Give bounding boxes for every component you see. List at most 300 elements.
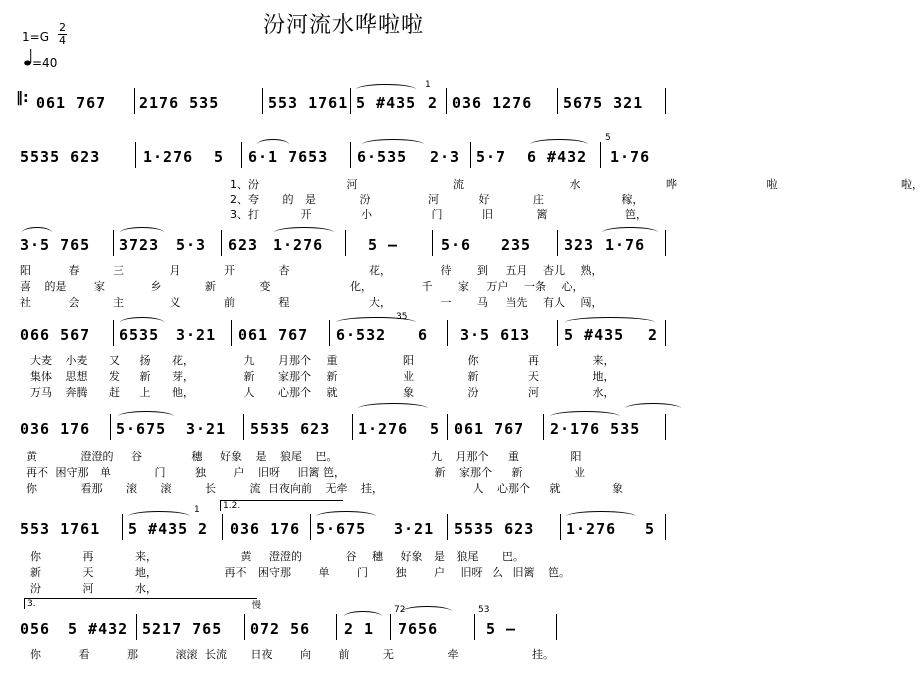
lyric-syllable: 滚 — [126, 482, 137, 495]
lyric-syllable: 啦 — [766, 178, 778, 191]
grace-note: 1 — [194, 505, 200, 515]
slur — [274, 227, 334, 238]
lyric-syllable: 黄 — [26, 450, 37, 463]
lyric-syllable: 心那个 — [278, 386, 311, 399]
bar-line — [329, 320, 330, 346]
measure: 5 — [214, 148, 225, 166]
measure: 5 — — [486, 620, 517, 638]
lyric-syllable: 喜 — [20, 280, 31, 293]
lyric-syllable: 汾 — [467, 386, 479, 399]
lyric-syllable: 无牵 — [325, 482, 348, 495]
bar-line — [352, 414, 353, 440]
measure: 066 567 — [20, 326, 91, 344]
measure: 5·675 — [316, 520, 367, 538]
lyric-syllable: 开 — [224, 264, 235, 277]
measure: 036 176 — [20, 420, 91, 438]
lyric-syllable: 3、打 — [230, 208, 259, 221]
lyric-syllable: 前 — [338, 648, 350, 661]
lyric-syllable: 滚 — [160, 482, 172, 495]
measure: 5535 623 — [250, 420, 331, 438]
bar-line — [557, 230, 558, 256]
measure: 553 1761 — [268, 94, 349, 112]
lyric-syllable: 门 — [431, 208, 443, 221]
lyric-syllable: 单 — [100, 466, 111, 479]
slur — [356, 84, 416, 95]
measure: 5535 623 — [454, 520, 535, 538]
lyric-syllable: 花， — [369, 264, 391, 277]
lyric-syllable: 独 — [395, 566, 407, 579]
measure: 2·3 — [430, 148, 461, 166]
lyric-syllable: 你 — [30, 550, 41, 563]
lyric-syllable: 河 — [346, 178, 358, 191]
lyric-syllable: 就 — [326, 386, 338, 399]
measure: 056 — [20, 620, 51, 638]
measure: 5 — [430, 420, 441, 438]
lyric-syllable: 业 — [574, 466, 585, 479]
lyric-syllable: 无 — [383, 648, 394, 661]
lyric-syllable: 新 — [139, 370, 151, 383]
lyric-verse-2 — [30, 368, 615, 384]
measure: 3·21 — [176, 326, 217, 344]
bar-line — [474, 614, 475, 640]
lyric-syllable: 就 — [549, 482, 561, 495]
lyric-syllable: 门 — [154, 466, 166, 479]
key-signature: 1=G — [22, 30, 49, 44]
lyric-syllable: 春 — [68, 264, 80, 277]
lyric-syllable: 新 — [30, 566, 41, 579]
lyric-syllable: 再 — [528, 354, 539, 367]
slur — [566, 511, 636, 522]
lyric-syllable: 汾 — [30, 582, 41, 595]
slur — [120, 317, 164, 328]
lyric-syllable: 旧篱 — [512, 566, 535, 579]
lyric-syllable: 再 — [82, 550, 94, 563]
lyric-syllable: 2、夸 — [230, 193, 259, 206]
bar-line — [665, 514, 666, 540]
slur — [118, 411, 174, 422]
lyric-syllable: 大麦 — [30, 354, 52, 367]
lyric-verse-1 — [26, 448, 582, 464]
lyric-syllable: 再不 — [26, 466, 48, 479]
lyric-syllable: 人 — [472, 482, 484, 495]
bar-line — [447, 320, 448, 346]
lyric-syllable: 穗 — [372, 550, 383, 563]
lyric-syllable: 困守那 — [258, 566, 291, 579]
lyric-verse-2 — [20, 278, 584, 294]
lyric-verse-3 — [26, 480, 623, 496]
lyric-syllable: 来， — [592, 354, 615, 367]
bar-line — [135, 142, 136, 168]
slur — [22, 227, 52, 238]
lyric-syllable: 你 — [30, 648, 41, 661]
measure: 6·1 7653 — [248, 148, 329, 166]
bar-line — [665, 230, 666, 256]
slur — [316, 511, 376, 522]
bar-line — [350, 88, 351, 114]
lyric-syllable: 开 — [300, 208, 312, 221]
bar-line — [600, 142, 601, 168]
lyric-syllable: 千 — [421, 280, 433, 293]
lyric-syllable: 谷 — [131, 450, 142, 463]
bar-line — [222, 514, 223, 540]
slur — [625, 403, 681, 414]
lyric-syllable: 笆， — [323, 466, 345, 479]
lyric-syllable: 谷 — [345, 550, 357, 563]
lyric-syllable: 门 — [357, 566, 368, 579]
lyric-syllable: 的是 — [44, 280, 67, 293]
lyric-syllable: 小麦 — [65, 354, 88, 367]
measure: 235 — [501, 236, 532, 254]
time-numerator: 2 — [59, 21, 66, 34]
lyric-syllable: 万户 — [486, 280, 509, 293]
measure: 3·5 765 — [20, 236, 91, 254]
lyric-syllable: 思想 — [65, 370, 88, 383]
lyric-syllable: 1、汾 — [230, 178, 259, 191]
measure: 2 — [648, 326, 659, 344]
lyric-syllable: 新 — [434, 466, 446, 479]
grace-note: 53 — [478, 605, 490, 615]
lyric-verse-2 — [230, 191, 644, 207]
bar-line — [560, 514, 561, 540]
measure: 623 — [228, 236, 259, 254]
lyric-syllable: 大， — [369, 296, 391, 309]
bar-line — [243, 414, 244, 440]
lyric-syllable: 户 — [434, 566, 445, 579]
measure: 553 1761 — [20, 520, 101, 538]
lyric-syllable: 新 — [467, 370, 479, 383]
lyric-syllable: 河 — [528, 386, 539, 399]
grace-note: 35 — [396, 312, 408, 322]
measure: 5 #435 — [356, 94, 417, 112]
lyric-verse-2 — [26, 464, 585, 480]
lyric-syllable: 芽， — [172, 370, 194, 383]
measure: 5 #432 — [68, 620, 129, 638]
lyric-syllable: 九 — [431, 450, 442, 463]
slur — [602, 227, 658, 238]
lyric-syllable: 月那个 — [455, 450, 489, 463]
bar-line — [432, 230, 433, 256]
bar-line — [447, 514, 448, 540]
lyric-verse-1 — [230, 176, 923, 192]
lyric-syllable: 狼尾 — [280, 450, 302, 463]
lyric-syllable: 九 — [243, 354, 255, 367]
lyric-syllable: 水， — [135, 582, 157, 595]
lyric-syllable: 河 — [82, 582, 94, 595]
lyric-syllable: 新 — [243, 370, 255, 383]
bar-line — [665, 88, 666, 114]
lyric-syllable: 日夜向前 — [268, 482, 312, 495]
lyric-syllable: 三 — [113, 264, 124, 277]
lyric-syllable: 庄 — [533, 193, 544, 206]
lyric-syllable: 马 — [477, 296, 488, 309]
measure: 2 — [428, 94, 439, 112]
measure: 5 — — [368, 236, 399, 254]
lyric-syllable: 待 — [440, 264, 452, 277]
lyric-syllable: 困守那 — [55, 466, 89, 479]
measure: 5·675 — [116, 420, 167, 438]
bar-line — [665, 414, 666, 440]
lyric-syllable: 五月 — [505, 264, 528, 277]
bar-line — [110, 414, 111, 440]
measure: 2 1 — [344, 620, 375, 638]
lyric-syllable: 业 — [403, 370, 414, 383]
lyric-syllable: 家那个 — [459, 466, 492, 479]
bar-line — [310, 514, 311, 540]
measure: 5·3 — [176, 236, 207, 254]
grace-note: 72 — [394, 605, 406, 615]
measure: 3·21 — [394, 520, 435, 538]
lyric-syllable: 巴。 — [315, 450, 338, 463]
lyric-syllable: 月 — [169, 264, 181, 277]
quarter-note-icon — [24, 48, 32, 66]
slur — [530, 139, 588, 150]
bar-line — [122, 514, 123, 540]
repeat-start-sign: ‖: — [16, 90, 29, 106]
bar-line — [231, 320, 232, 346]
lyric-syllable: 乡 — [150, 280, 162, 293]
lyric-syllable: 旧呀 — [258, 466, 280, 479]
measure: 2176 535 — [139, 94, 220, 112]
lyric-syllable: 流 — [453, 178, 464, 191]
lyric-verse-1 — [30, 646, 554, 662]
grace-note: 1 — [425, 80, 431, 90]
lyric-syllable: 重 — [326, 354, 338, 367]
lyric-syllable: 象 — [612, 482, 623, 495]
measure: 061 767 — [238, 326, 309, 344]
lyric-syllable: 的 — [282, 193, 294, 206]
lyric-syllable: 你 — [26, 482, 37, 495]
lyric-syllable: 挂， — [361, 482, 383, 495]
volta-bracket: 3. — [24, 598, 257, 609]
measure: 3·21 — [186, 420, 227, 438]
lyric-syllable: 一 — [440, 296, 452, 309]
measure: 1·76 — [610, 148, 651, 166]
lyric-syllable: 哗 — [666, 178, 677, 191]
lyric-syllable: 熟， — [580, 264, 603, 277]
lyric-verse-1 — [30, 352, 615, 368]
lyric-syllable: 新 — [511, 466, 523, 479]
lyric-syllable: 你 — [467, 354, 479, 367]
lyric-syllable: 是 — [434, 550, 445, 563]
lyric-syllable: 新 — [326, 370, 338, 383]
slur — [550, 411, 620, 422]
lyric-syllable: 义 — [169, 296, 181, 309]
volta-bracket: 1.2. — [220, 500, 343, 511]
measure: 6535 — [119, 326, 160, 344]
bar-line — [244, 614, 245, 640]
lyric-syllable: 好象 — [220, 450, 242, 463]
lyric-syllable: 月那个 — [278, 354, 311, 367]
measure: 323 — [564, 236, 595, 254]
measure: 061 767 — [36, 94, 107, 112]
measure: 1·76 — [605, 236, 646, 254]
measure: 5 #435 — [564, 326, 625, 344]
lyric-syllable: 重 — [508, 450, 519, 463]
lyric-syllable: 稼， — [621, 193, 644, 206]
lyric-syllable: 巴。 — [502, 550, 524, 563]
lyric-syllable: 看 — [78, 648, 90, 661]
slur — [565, 317, 655, 328]
lyric-syllable: 又 — [109, 354, 120, 367]
lyric-syllable: 主 — [113, 296, 124, 309]
measure: 3723 — [119, 236, 160, 254]
lyric-syllable: 啦， — [901, 178, 923, 191]
bar-line — [447, 414, 448, 440]
lyric-syllable: 户 — [233, 466, 245, 479]
bar-line — [665, 320, 666, 346]
bar-line — [136, 614, 137, 640]
lyric-syllable: 象 — [403, 386, 414, 399]
bar-line — [113, 320, 114, 346]
slur — [120, 227, 164, 238]
lyric-syllable: 阳 — [20, 264, 31, 277]
bar-line — [470, 142, 471, 168]
lyric-syllable: 家那个 — [278, 370, 311, 383]
measure: 6·535 — [357, 148, 408, 166]
lyric-syllable: 独 — [195, 466, 206, 479]
slur — [128, 511, 190, 522]
lyric-syllable: 家 — [94, 280, 105, 293]
lyric-syllable: 社 — [20, 296, 31, 309]
bar-line — [345, 230, 346, 256]
slur — [358, 403, 428, 414]
lyric-syllable: 化， — [350, 280, 372, 293]
measure: 5217 765 — [142, 620, 223, 638]
slur — [362, 139, 424, 150]
lyric-syllable: 花， — [172, 354, 194, 367]
measure: 2 — [198, 520, 209, 538]
bar-line — [350, 142, 351, 168]
measure: 072 56 — [250, 620, 311, 638]
tempo-mark: =40 — [32, 56, 58, 70]
lyric-syllable: 到 — [477, 264, 488, 277]
lyric-syllable: 牵 — [447, 648, 459, 661]
lyric-syllable: 当先 — [505, 296, 528, 309]
measure: 7656 — [398, 620, 439, 638]
lyric-syllable: 好象 — [400, 550, 423, 563]
lyric-syllable: 么 — [492, 566, 503, 579]
measure: 5·7 — [476, 148, 507, 166]
lyric-syllable: 他， — [172, 386, 194, 399]
lyric-syllable: 扬 — [139, 354, 151, 367]
lyric-syllable: 单 — [318, 566, 330, 579]
lyric-syllable: 上 — [139, 386, 151, 399]
lyric-syllable: 一条 — [524, 280, 546, 293]
measure: 5675 321 — [563, 94, 644, 112]
lyric-syllable: 来， — [135, 550, 157, 563]
bar-line — [543, 414, 544, 440]
slur — [336, 317, 416, 328]
slur — [257, 139, 289, 150]
time-denominator: 4 — [59, 34, 66, 47]
lyric-syllable: 流 — [249, 482, 261, 495]
bar-line — [556, 614, 557, 640]
measure: 036 176 — [230, 520, 301, 538]
bar-line — [557, 88, 558, 114]
grace-note: 5 — [605, 133, 611, 143]
lyric-syllable: 长流 — [205, 648, 227, 661]
lyric-syllable: 看那 — [80, 482, 103, 495]
lyric-syllable: 汾 — [359, 193, 371, 206]
lyric-syllable: 万马 — [30, 386, 52, 399]
lyric-syllable: 澄澄的 — [269, 550, 302, 563]
lyric-syllable: 会 — [68, 296, 80, 309]
lyric-syllable: 水 — [569, 178, 581, 191]
lyric-syllable: 穗 — [191, 450, 203, 463]
measure: 036 1276 — [452, 94, 533, 112]
bar-line — [241, 142, 242, 168]
lyric-syllable: 地， — [135, 566, 157, 579]
lyric-syllable: 滚滚 — [175, 648, 198, 661]
measure: 5·6 — [441, 236, 472, 254]
slur — [402, 606, 452, 617]
lyric-syllable: 闯， — [580, 296, 603, 309]
lyric-syllable: 旧呀 — [460, 566, 483, 579]
lyric-verse-1 — [30, 548, 524, 564]
lyric-syllable: 黄 — [240, 550, 252, 563]
measure: 1·276 — [143, 148, 194, 166]
lyric-syllable: 变 — [259, 280, 271, 293]
lyric-syllable: 向 — [300, 648, 311, 661]
lyric-verse-3 — [30, 384, 615, 400]
lyric-syllable: 长 — [205, 482, 216, 495]
lyric-syllable: 家 — [458, 280, 469, 293]
lyric-syllable: 发 — [109, 370, 120, 383]
lyric-syllable: 笆。 — [548, 566, 570, 579]
measure: 1·276 — [566, 520, 617, 538]
lyric-syllable: 是 — [305, 193, 316, 206]
lyric-syllable: 程 — [278, 296, 290, 309]
measure: 5 #435 — [128, 520, 189, 538]
lyric-syllable: 阳 — [570, 450, 582, 463]
lyric-syllable: 澄澄的 — [80, 450, 114, 463]
lyric-syllable: 笆， — [625, 208, 647, 221]
measure: 061 767 — [454, 420, 525, 438]
measure: 2·176 535 — [550, 420, 641, 438]
measure: 6 #432 — [527, 148, 588, 166]
slur — [344, 611, 382, 622]
lyric-syllable: 天 — [82, 566, 94, 579]
lyric-syllable: 赶 — [109, 386, 120, 399]
lyric-syllable: 狼尾 — [456, 550, 479, 563]
measure: 6 — [418, 326, 429, 344]
lyric-verse-1 — [20, 262, 603, 278]
lyric-syllable: 有人 — [543, 296, 565, 309]
lyric-syllable: 阳 — [403, 354, 414, 367]
lyric-syllable: 篱 — [536, 208, 548, 221]
lyric-syllable: 挂。 — [532, 648, 554, 661]
bar-line — [134, 88, 135, 114]
time-signature — [58, 22, 67, 47]
lyric-syllable: 新 — [205, 280, 216, 293]
measure: 1·276 — [358, 420, 409, 438]
bar-line — [221, 230, 222, 256]
lyric-syllable: 小 — [361, 208, 372, 221]
lyric-syllable: 天 — [528, 370, 539, 383]
bar-line — [262, 88, 263, 114]
lyric-syllable: 人 — [243, 386, 255, 399]
lyric-syllable: 杏 — [278, 264, 290, 277]
song-title: 汾河流水哗啦啦 — [262, 13, 424, 38]
lyric-syllable: 日夜 — [250, 648, 273, 661]
lyric-syllable: 好 — [478, 193, 490, 206]
lyric-syllable: 河 — [428, 193, 439, 206]
measure: 5535 623 — [20, 148, 101, 166]
measure: 3·5 613 — [460, 326, 531, 344]
lyric-verse-2 — [30, 564, 570, 580]
lyric-syllable: 集体 — [30, 370, 52, 383]
tempo-marking-slow: 慢 — [252, 601, 262, 611]
